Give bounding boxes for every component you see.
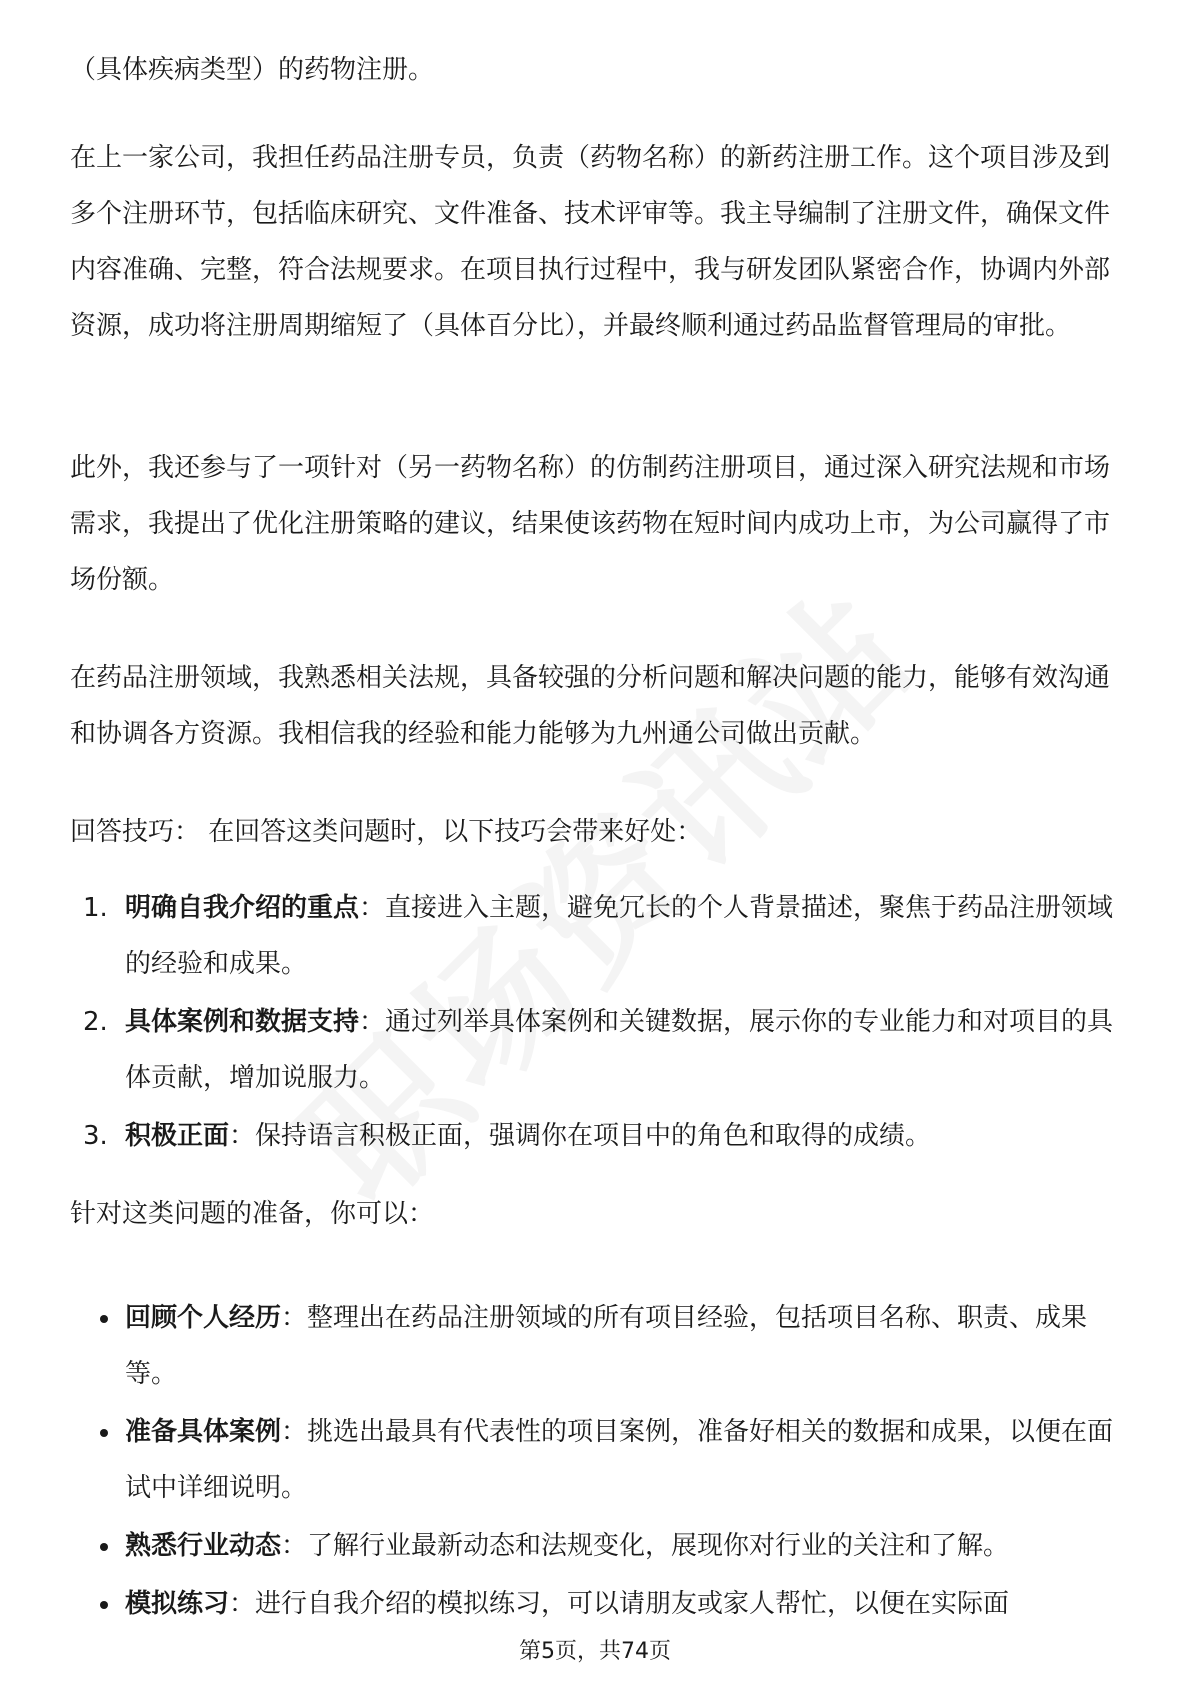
paragraph-preparation-intro: 针对这类问题的准备，你可以：	[70, 1199, 435, 1229]
paragraph-skills-summary: 在药品注册领域，我熟悉相关法规，具备较强的分析问题和解决问题的能力，能够有效沟通和协调各方资源。我相信我的经验和能力能够为九州通公司做出贡献。	[70, 663, 1111, 749]
list-item	[70, 1518, 1120, 1574]
list-item	[70, 1404, 1120, 1516]
bullet-icon	[100, 1601, 108, 1609]
paragraph-new-drug-registration: 在上一家公司，我担任药品注册专员，负责（药物名称）的新药注册工作。这个项目涉及到多个注册环节，包括临床研究、文件准备、技术评审等。我主导编制了注册文件，确保文件内容准确、完整，符合法规要求。在项目执行过程中，我与研发团队紧密合作，协调内外部资源，成功将注册周期缩短了（具体百分比），并最终顺利通过药品监督管理局的审批。	[70, 143, 1111, 341]
prep-title: 准备具体案例	[125, 1417, 282, 1447]
list-item	[70, 880, 1120, 992]
list-item	[70, 1108, 1120, 1164]
list-number: 1.	[83, 893, 108, 923]
bullet-icon	[100, 1315, 108, 1323]
paragraph-disease-type: （具体疾病类型）的药物注册。	[70, 55, 435, 85]
list-number: 3.	[83, 1121, 108, 1151]
tip-text: ：直接进入主题，避免冗长的个人背景描述，聚焦于药品注册领域的经验和成果。	[125, 893, 1114, 979]
bullet-icon	[100, 1543, 108, 1551]
tip-text: ：通过列举具体案例和关键数据，展示你的专业能力和对项目的具体贡献，增加说服力。	[125, 1007, 1114, 1093]
prep-text: ：挑选出最具有代表性的项目案例，准备好相关的数据和成果，以便在面试中详细说明。	[125, 1417, 1114, 1503]
tips-numbered-list	[70, 880, 1120, 1166]
tip-title: 积极正面	[125, 1121, 230, 1151]
prep-title: 回顾个人经历	[125, 1303, 282, 1333]
paragraph-generic-drug-project: 此外，我还参与了一项针对（另一药物名称）的仿制药注册项目，通过深入研究法规和市场需求，我提出了优化注册策略的建议，结果使该药物在短时间内成功上市，为公司赢得了市场份额。	[70, 453, 1111, 595]
paragraph-answer-tips-intro: 回答技巧： 在回答这类问题时，以下技巧会带来好处：	[70, 817, 703, 847]
prep-text: ：了解行业最新动态和法规变化，展现你对行业的关注和了解。	[281, 1531, 1010, 1561]
preparation-bullet-list	[70, 1290, 1120, 1634]
list-item	[70, 994, 1120, 1106]
prep-title: 熟悉行业动态	[125, 1531, 282, 1561]
tip-title: 具体案例和数据支持	[125, 1007, 360, 1037]
page-number-footer: 第5页，共74页	[519, 1639, 671, 1664]
prep-text: ：整理出在药品注册领域的所有项目经验，包括项目名称、职责、成果等。	[125, 1303, 1088, 1389]
list-number: 2.	[83, 1007, 108, 1037]
tip-text: ：保持语言积极正面，强调你在项目中的角色和取得的成绩。	[229, 1121, 932, 1151]
list-item	[70, 1576, 1120, 1632]
tip-title: 明确自我介绍的重点	[125, 893, 360, 923]
list-item	[70, 1290, 1120, 1402]
prep-text: ：进行自我介绍的模拟练习，可以请朋友或家人帮忙，以便在实际面	[229, 1589, 1010, 1619]
bullet-icon	[100, 1429, 108, 1437]
prep-title: 模拟练习	[125, 1589, 230, 1619]
